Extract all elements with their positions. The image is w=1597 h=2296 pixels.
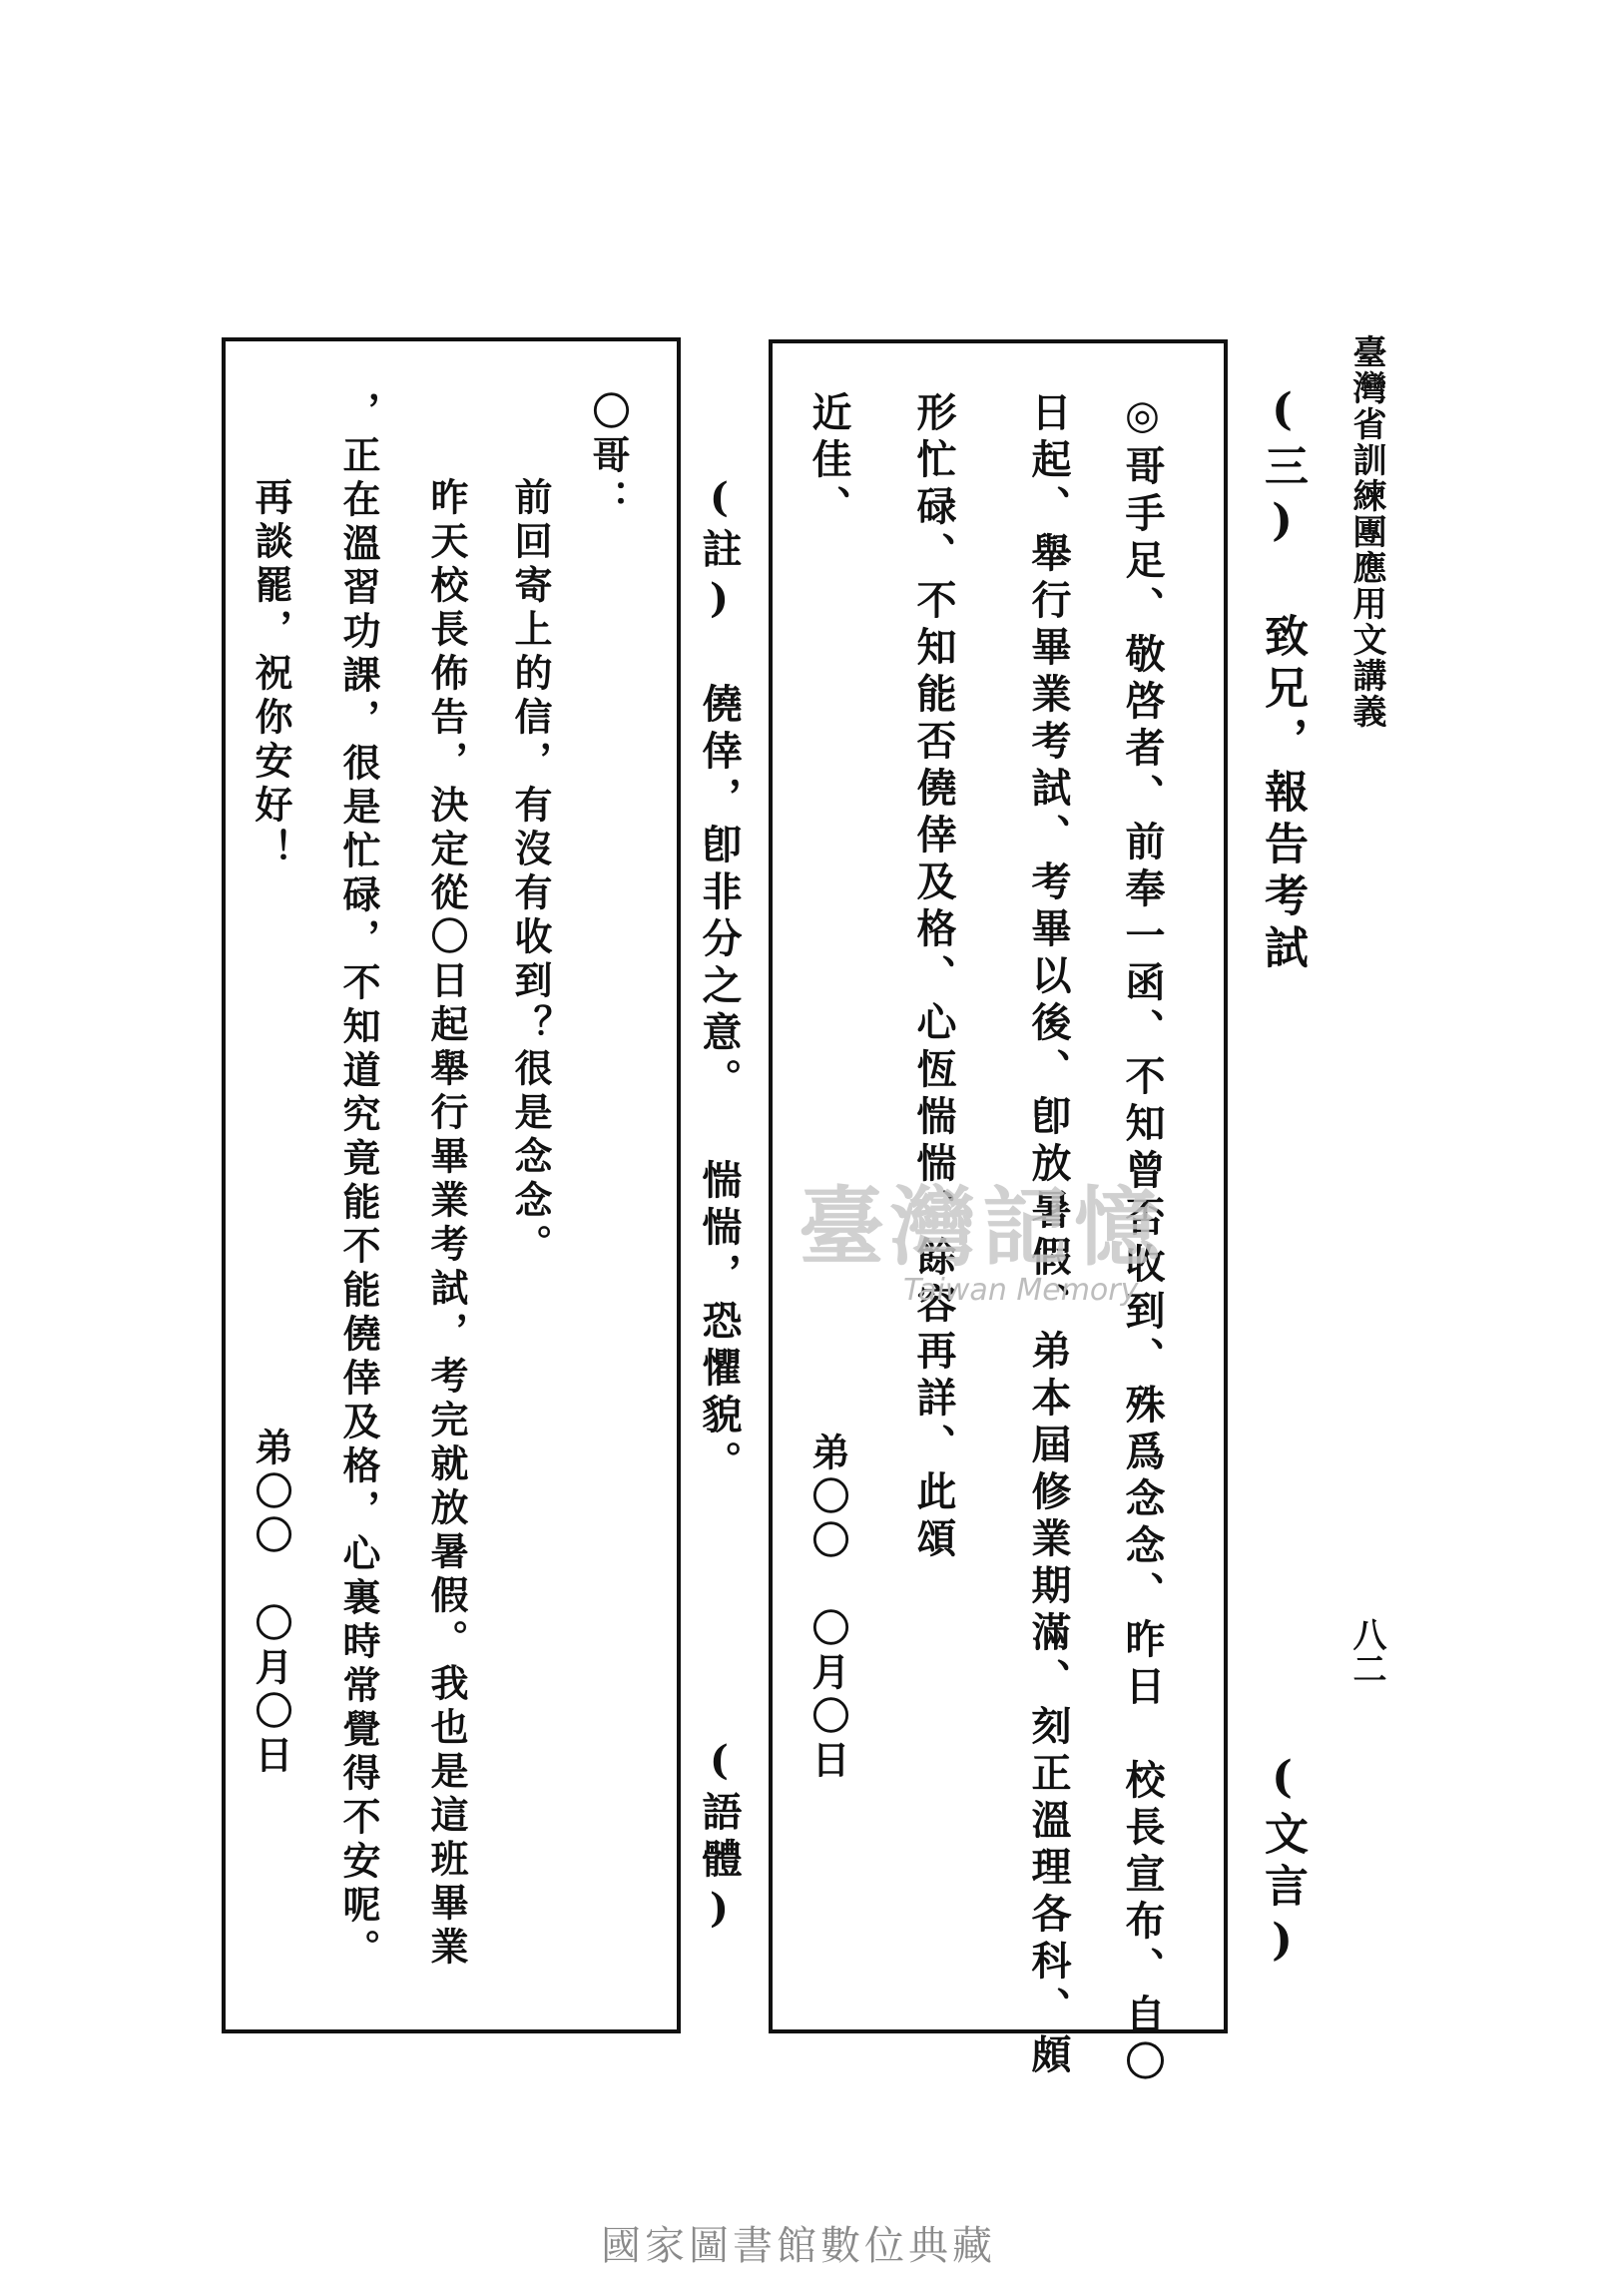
vernacular-letter-line-2: 昨天校長佈告，決定從〇日起舉行畢業考試，考完就放暑假。我也是這班畢業 — [424, 477, 469, 1971]
footer-archive-label: 國家圖書館數位典藏 — [601, 2223, 996, 2269]
page-number: 八二 — [1346, 1617, 1386, 1685]
book-title: 臺灣省訓練團應用文講義 — [1346, 334, 1386, 730]
section-title: (三) 致兄，報告考試 — [1257, 384, 1308, 976]
watermark-logo: 臺灣記憶 — [798, 1177, 1166, 1278]
vernacular-letter-line-3: ，正在溫習功課，很是忙碌，不知道究竟能不能僥倖及格，心裏時常覺得不安呢。 — [336, 391, 381, 1973]
classical-letter-signature: 弟〇〇 〇月〇日 — [805, 1433, 850, 1784]
vernacular-letter-line-1: 前回寄上的信，有沒有收到？很是念念。 — [508, 477, 553, 1268]
classical-letter-line-1: ◎哥手足、敬啓者、前奉一函、不知曾否收到、殊爲念念、昨日 校長宣布、自〇 — [1119, 391, 1166, 2087]
classical-letter-line-2: 日起、舉行畢業考試、考畢以後、卽放暑假、弟本屆修業期滿、刻正溫理各科、頗 — [1025, 391, 1072, 2080]
classical-letter-line-3: 形忙碌、不知能否僥倖及格、心恆惴惴、餘容再詳、此頌 — [910, 391, 957, 1564]
vocabulary-note: (註) 僥倖，卽非分之意。 惴惴，恐懼貌。 — [696, 474, 743, 1487]
style-label-vernacular: (語體) — [696, 1737, 743, 1939]
vernacular-salutation: 〇哥： — [586, 391, 631, 523]
style-label-classical: (文言) — [1257, 1752, 1308, 1974]
vernacular-letter-signature: 弟〇〇 〇月〇日 — [249, 1428, 293, 1779]
classical-letter-line-4: 近佳、 — [805, 391, 852, 532]
vernacular-letter-line-4: 再談罷，祝你安好！ — [249, 477, 293, 872]
watermark-english: Taiwan Memory — [903, 1273, 1139, 1308]
